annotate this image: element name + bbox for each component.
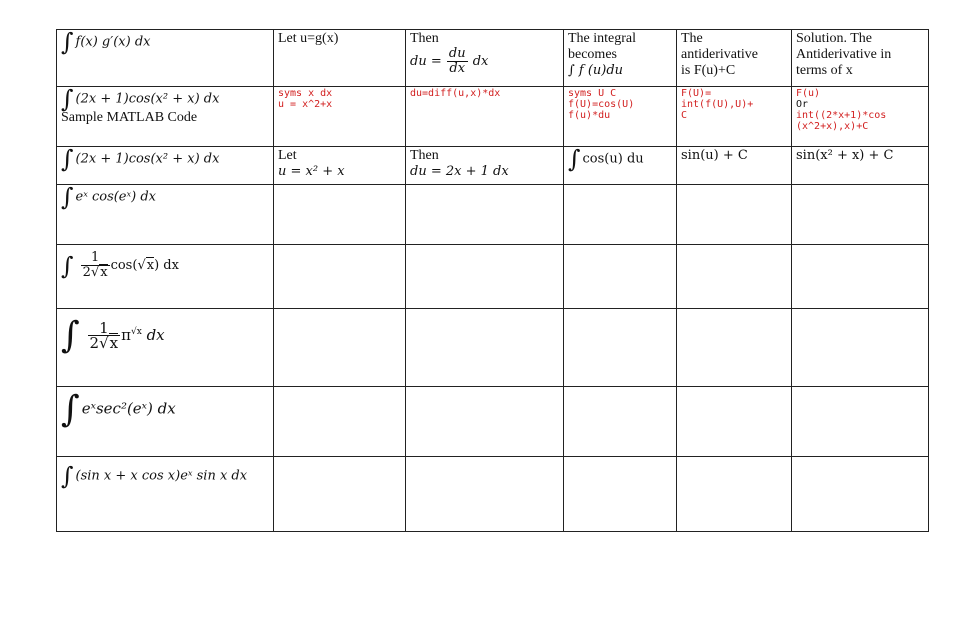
- matlab-label: Sample MATLAB Code: [61, 110, 198, 125]
- matlab-u-cell: [274, 87, 406, 147]
- answer-cell[interactable]: [564, 457, 677, 532]
- problem-2-tail-a: cos(: [110, 258, 138, 273]
- header-row: [57, 30, 929, 87]
- problem-2-num: 1: [81, 251, 110, 266]
- integral-sign-icon: ∫: [61, 146, 74, 173]
- example-antiderivative: sin(u) + C: [681, 148, 748, 163]
- example-du-cell: [406, 147, 564, 185]
- problem-integrand-cell: [57, 309, 274, 387]
- example-u-expr: u = x² + x: [278, 164, 345, 179]
- example-solution: sin(x² + x) + C: [796, 148, 894, 163]
- answer-cell[interactable]: [564, 245, 677, 309]
- example-u-cell: [274, 147, 406, 185]
- matlab-solution-cell: [792, 87, 929, 147]
- header-du-fraction: [447, 47, 468, 76]
- problem-1-integrand: eˣ cos(eˣ) dx: [75, 189, 156, 205]
- problem-2-tail-rad: x: [146, 258, 155, 273]
- answer-cell[interactable]: [677, 185, 792, 245]
- example-integral-cell: [564, 147, 677, 185]
- header-anti-line3: is F(u)+C: [681, 63, 736, 78]
- matlab-row: [57, 87, 929, 147]
- header-integral-math: ∫ f (u)du: [568, 63, 624, 78]
- answer-cell[interactable]: [274, 185, 406, 245]
- answer-cell[interactable]: [406, 387, 564, 457]
- matlab-code-u: syms x dx u = x^2+x: [278, 88, 333, 110]
- answer-cell[interactable]: [677, 245, 792, 309]
- matlab-du-cell: [406, 87, 564, 147]
- header-integral-line2: becomes: [568, 47, 617, 62]
- problem-3-den-rad: x: [109, 334, 119, 352]
- example-du-expr: du = 2x + 1 dx: [410, 164, 509, 179]
- answer-cell[interactable]: [792, 457, 929, 532]
- problem-3-tail-sup: √x: [130, 326, 142, 337]
- header-integral-line1: The integral: [568, 31, 637, 46]
- problem-5-integrand: (sin x + x cos x)eˣ sin x dx: [75, 468, 248, 484]
- problem-row: [57, 309, 929, 387]
- matlab-code-solution-or: Or: [796, 99, 809, 110]
- answer-cell[interactable]: [406, 185, 564, 245]
- matlab-code-antiderivative: F(U)= int(f(U),U)+ C: [681, 88, 754, 121]
- header-du-num: du: [448, 46, 466, 61]
- answer-cell[interactable]: [274, 457, 406, 532]
- integral-sign-icon: ∫: [61, 251, 74, 280]
- problem-integrand-cell: ∫ $\frac{1}{2√x}$ cos(√x) dx: [57, 245, 274, 309]
- example-integrand: (2x + 1)cos(x² + x) dx: [75, 151, 220, 167]
- example-integral: cos(u) du: [582, 151, 644, 167]
- problem-3-tail-a: π: [121, 325, 131, 344]
- answer-cell[interactable]: [274, 245, 406, 309]
- problem-2-den-rad: x: [100, 265, 108, 280]
- problem-row: [57, 245, 929, 309]
- header-anti-line2: antiderivative: [681, 47, 758, 62]
- problem-row: [57, 185, 929, 245]
- example-row: [57, 147, 929, 185]
- integral-sign-icon: ∫: [61, 315, 80, 356]
- matlab-code-integral: syms U C f(U)=cos(U) f(u)*du: [568, 88, 635, 121]
- answer-cell[interactable]: [564, 185, 677, 245]
- header-integrand: f(x) g′(x) dx: [75, 34, 151, 50]
- header-sol-line3: terms of x: [796, 63, 853, 78]
- header-then-cell: [406, 30, 564, 87]
- integral-sign-icon: ∫: [61, 389, 80, 430]
- matlab-integrand-cell: [57, 87, 274, 147]
- answer-cell[interactable]: [792, 309, 929, 387]
- answer-cell[interactable]: [406, 457, 564, 532]
- example-then: Then: [410, 148, 439, 163]
- example-integrand-cell: [57, 147, 274, 185]
- worksheet-table: [56, 29, 929, 532]
- problem-3-den-coef: 2: [89, 334, 100, 352]
- problem-row: [57, 457, 929, 532]
- problem-integrand-cell: [57, 387, 274, 457]
- problem-2-tail-b: ) dx: [154, 258, 179, 273]
- answer-cell[interactable]: [677, 309, 792, 387]
- header-antiderivative-cell: [677, 30, 792, 87]
- answer-cell[interactable]: [792, 185, 929, 245]
- answer-cell[interactable]: [677, 387, 792, 457]
- answer-cell[interactable]: [406, 309, 564, 387]
- matlab-integral-cell: [564, 87, 677, 147]
- header-solution-cell: [792, 30, 929, 87]
- answer-cell[interactable]: [792, 387, 929, 457]
- answer-cell[interactable]: [564, 309, 677, 387]
- answer-cell[interactable]: [406, 245, 564, 309]
- matlab-code-solution-2: int((2*x+1)*cos (x^2+x),x)+C: [796, 110, 887, 132]
- integral-sign-icon: ∫: [61, 86, 74, 113]
- answer-cell[interactable]: [564, 387, 677, 457]
- answer-cell[interactable]: [792, 245, 929, 309]
- answer-cell[interactable]: [274, 387, 406, 457]
- problem-3-num: 1: [88, 321, 121, 336]
- header-let-text: Let u=g(x): [278, 31, 339, 46]
- header-sol-line1: Solution. The: [796, 31, 872, 46]
- header-integral-cell: [564, 30, 677, 87]
- header-anti-line1: The: [681, 31, 703, 46]
- answer-cell[interactable]: [677, 457, 792, 532]
- problem-2-den-coef: 2: [82, 265, 91, 280]
- problem-row: [57, 387, 929, 457]
- header-sol-line2: Antiderivative in: [796, 47, 892, 62]
- problem-2-fraction: $\frac{1}{2√x}$: [82, 250, 108, 280]
- header-du-equals: du =: [410, 54, 442, 69]
- example-solution-cell: [792, 147, 929, 185]
- integral-sign-icon: ∫: [61, 184, 74, 211]
- answer-cell[interactable]: [274, 309, 406, 387]
- header-let-cell: [274, 30, 406, 87]
- integral-sign-icon: ∫: [61, 462, 74, 490]
- problem-integrand-cell: [57, 185, 274, 245]
- problem-integrand-cell: [57, 457, 274, 532]
- problem-3-fraction: $\frac{1}{2√x}$: [89, 319, 119, 352]
- example-let: Let: [278, 148, 297, 163]
- problem-4-integrand: eˣsec²(eˣ) dx: [81, 399, 176, 418]
- example-antiderivative-cell: [677, 147, 792, 185]
- matlab-antiderivative-cell: [677, 87, 792, 147]
- matlab-code-du: du=diff(u,x)*dx: [410, 88, 501, 99]
- matlab-integrand: (2x + 1)cos(x² + x) dx: [75, 91, 220, 107]
- header-then-text: Then: [410, 31, 439, 46]
- header-dx: dx: [472, 54, 489, 69]
- header-du-den: dx: [449, 61, 466, 76]
- integral-sign-icon: ∫: [61, 29, 74, 56]
- header-integrand-cell: [57, 30, 274, 87]
- matlab-code-solution-1: F(u): [796, 88, 821, 99]
- problem-3-tail-b: dx: [141, 325, 165, 344]
- integral-sign-icon: ∫: [568, 146, 581, 173]
